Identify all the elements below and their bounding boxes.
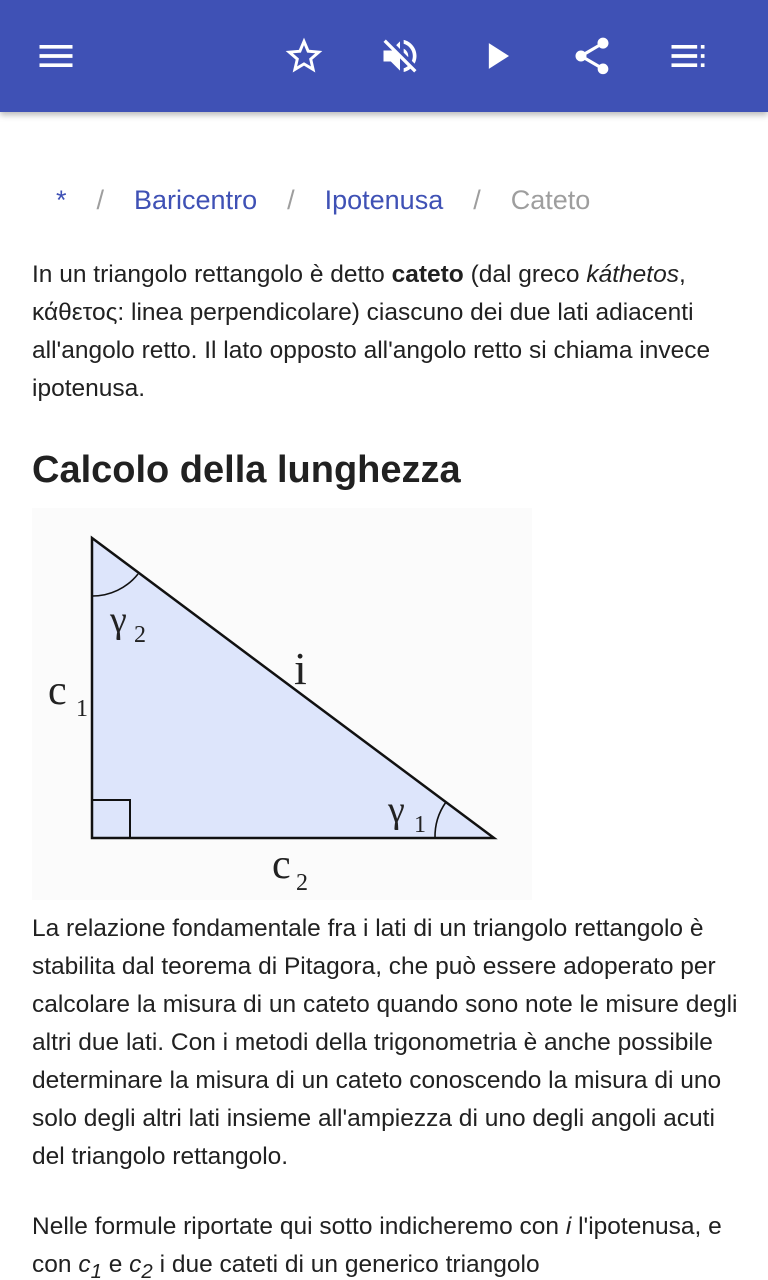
share-icon xyxy=(570,34,614,78)
star-outline-icon xyxy=(282,34,326,78)
volume-off-icon xyxy=(378,34,422,78)
term-cateto: cateto xyxy=(391,261,464,288)
share-button[interactable] xyxy=(560,24,624,88)
label-gamma2: γ xyxy=(110,599,127,641)
label-c2-sub: 2 xyxy=(296,870,308,896)
triangle-shape xyxy=(92,538,494,838)
label-gamma2-sub: 2 xyxy=(134,622,146,648)
term-kathetos: káthetos xyxy=(586,261,679,288)
breadcrumb-separator: / xyxy=(287,184,295,215)
play-button[interactable] xyxy=(466,24,530,88)
breadcrumb-current: Cateto xyxy=(510,184,591,215)
mute-button[interactable] xyxy=(368,24,432,88)
right-triangle-figure xyxy=(32,508,532,900)
label-c1: c xyxy=(48,668,67,714)
section-heading: Calcolo della lunghezza xyxy=(32,449,461,491)
hamburger-menu-icon xyxy=(34,34,78,78)
right-triangle-diagram xyxy=(32,508,532,900)
breadcrumb-home[interactable]: * xyxy=(56,184,67,215)
label-c1-sub: 1 xyxy=(76,696,88,722)
favorite-button[interactable] xyxy=(272,24,336,88)
breadcrumb-item-ipotenusa[interactable]: Ipotenusa xyxy=(324,184,444,215)
label-c2: c xyxy=(272,842,291,888)
breadcrumb-item-baricentro[interactable]: Baricentro xyxy=(134,184,258,215)
breadcrumb-separator: / xyxy=(96,184,105,215)
breadcrumb-separator: / xyxy=(473,184,481,215)
label-gamma1-sub: 1 xyxy=(414,812,426,838)
app-toolbar xyxy=(0,0,768,112)
menu-button[interactable] xyxy=(24,24,88,88)
article-content xyxy=(0,112,768,1280)
formula-notation-paragraph: Nelle formule riportate qui sotto indicheremo con i l'ipotenusa, e con $c_1$ e $c_2$ i due cateti di un generico triangolo xyxy=(32,1213,722,1280)
label-hypotenuse: i xyxy=(294,643,307,694)
play-icon xyxy=(476,34,520,78)
intro-paragraph: In un triangolo rettangolo è detto cateto (dal greco káthetos, κάθετος: linea perpendicolare) ciascuno dei due lati adiacenti all'angolo retto. Il lato opposto all'angolo retto si chiama invece ipotenusa. xyxy=(32,261,711,402)
table-of-contents-icon xyxy=(666,34,710,78)
breadcrumb xyxy=(56,180,590,220)
table-of-contents-button[interactable] xyxy=(656,24,720,88)
label-gamma1: γ xyxy=(388,789,405,831)
pythagoras-paragraph: La relazione fondamentale fra i lati di un triangolo rettangolo è stabilita dal teorema di Pitagora, che può essere adoperato per calcolare la misura di un cateto quando sono note le misure degli altri due lati. Con i metodi della trigonometria è anche possibile determinare la misura di un cateto conoscendo la misura di uno solo degli altri lati insieme all'ampiezza di uno degli angoli acuti del triangolo rettangolo. xyxy=(32,915,738,1170)
